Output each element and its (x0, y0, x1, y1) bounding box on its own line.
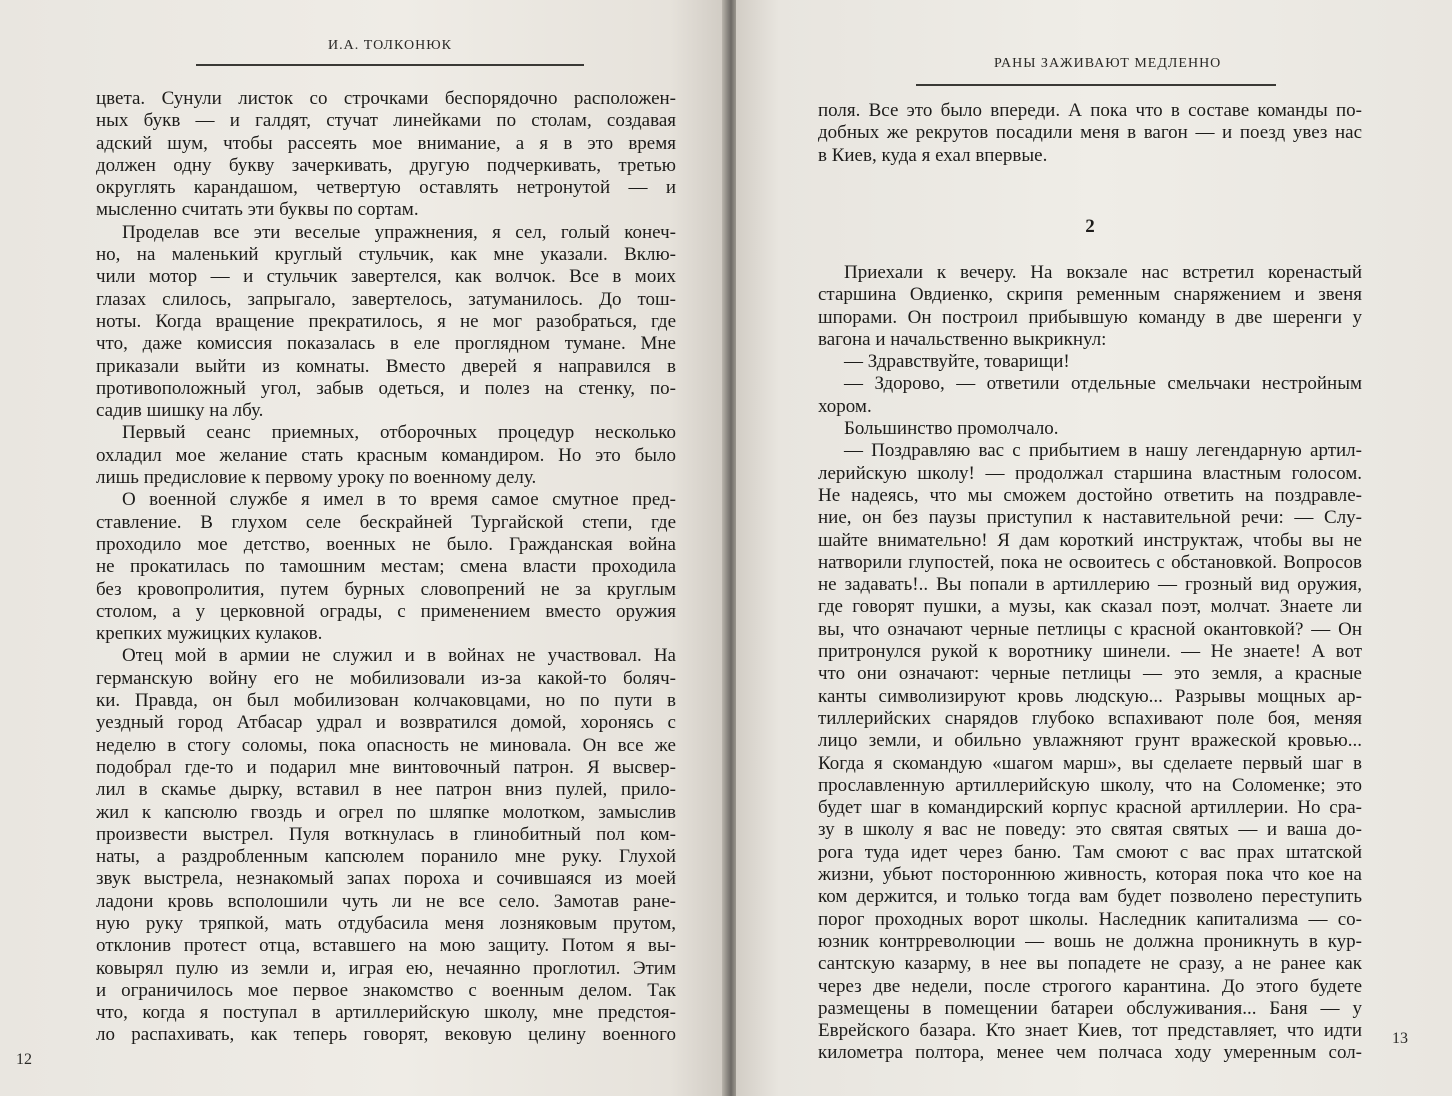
text-line: округлять карандашом, четвертую оставлять нетронутой — и (96, 177, 676, 199)
text-line: садив шишку на лбу. (96, 400, 264, 422)
right-page-text (818, 262, 1362, 1065)
text-line: чили мотор — и стульчик завертелся, как волчок. Все в моих (96, 266, 676, 288)
text-line: старшина Овдиенко, скрипя ременным снаряжением и звеня (818, 284, 1362, 306)
text-line: поля. Все это было впереди. А пока что в составе команды по- (818, 100, 1362, 121)
text-line: О военной службе я имел в то время самое смутное пред- (122, 489, 676, 511)
text-line: вы, что означают черные петлицы с красной окантовкой? — Он (818, 618, 1362, 640)
text-line: юзник контрреволюции — вошь не должна проникнуть в кур- (818, 930, 1362, 952)
text-line: хором. (818, 395, 872, 417)
text-line: неделю в стогу соломы, пока опасность не миновала. Он все же (96, 734, 676, 756)
right-page (736, 0, 1452, 1096)
text-line: что они означают: черные петлицы — это земля, а красные (818, 663, 1362, 685)
text-line: уездный город Атбасар удрал и возвратился домой, хоронясь с (96, 712, 676, 734)
text-line: — Здорово, — ответили отдельные смельчаки нестройным (844, 373, 1362, 395)
text-line: притронулся рукой к воротнику шинели. — Не знаете! А вот (818, 641, 1362, 663)
text-line: в Киев, куда я ехал впервые. (818, 144, 1048, 166)
text-line: крепких мужицких кулаков. (96, 623, 323, 645)
text-line: ковырял пулю из земли и, играя ею, нечаянно проглотил. Этим (96, 957, 676, 979)
text-line: прославленную артиллерийскую школу, что на Соломенке; это (818, 774, 1362, 796)
text-line: лицо земли, и обильно увлажняют грунт вражеской кровью... (818, 730, 1362, 752)
text-line: ки. Правда, он был мобилизован колчаковцами, но по пути в (96, 690, 676, 712)
text-line: Отец мой в армии не служил и в войнах не участвовал. На (122, 645, 676, 667)
text-line: канты символизируют кровь людскую... Разрывы мощных ар- (818, 685, 1362, 707)
text-line: шпорами. Он построил прибывшую команду в две шеренги у (818, 306, 1362, 328)
text-line: ноты. Когда вращение прекратилось, я не мог разобраться, где (96, 310, 676, 332)
text-line: произвести выстрел. Пуля воткнулась в глинобитный пол ком- (96, 823, 676, 845)
text-line: лишь предисловие к первому уроку по военному делу. (96, 467, 537, 489)
text-line: противоположный угол, забыв одеться, и полез на стенку, по- (96, 377, 676, 399)
right-running-head: РАНЫ ЗАЖИВАЮТ МЕДЛЕННО (994, 56, 1222, 71)
text-line: Когда я скомандую «шагом марш», вы сделаете первый шаг в (818, 752, 1362, 774)
text-line: размещены в помещении батареи обслуживания... Баня — у (818, 997, 1362, 1019)
text-line: проходило мое детство, военных не было. Гражданская война (96, 533, 676, 555)
text-line: Приехали к вечеру. На вокзале нас встретил коренастый (844, 262, 1362, 283)
left-page-number: 12 (16, 1051, 32, 1068)
text-line: — Поздравляю вас с прибытием в нашу легендарную артил- (844, 440, 1362, 462)
text-line: порог проходных ворот школы. Наследник капитализма — со- (818, 908, 1362, 930)
right-page-opening-text (818, 100, 1362, 167)
left-running-head: И.А. ТОЛКОНЮК (328, 38, 452, 53)
text-line: но, на маленький круглый стульчик, как мне указали. Вклю- (96, 244, 676, 266)
text-line: ставление. В глухом селе бескрайней Тургайской степи, где (96, 511, 676, 533)
text-line: что, даже комиссия показалась в еле проглядном тумане. Мне (96, 333, 676, 355)
text-line: через две недели, после строгого карантина. До этого будете (818, 975, 1362, 997)
text-line: германскую войну его не мобилизовали из-за какой-то боляч- (96, 667, 676, 689)
text-line: ных букв — и галдят, стучат линейками по столам, создавая (96, 110, 676, 132)
text-line: будет шаг в командирский корпус красной артиллерии. Но сра- (818, 797, 1362, 819)
text-line: добных же рекрутов посадили меня в вагон — и поезд увез нас (818, 122, 1362, 144)
text-line: — Здравствуйте, товарищи! (844, 351, 1070, 373)
text-line: ную руку тряпкой, мать отдубасила меня лозняковым прутом, (96, 912, 676, 934)
text-line: отклонив протест отца, вставшего на мою защиту. Потом я вы- (96, 935, 676, 957)
text-line: Еврейского базара. Кто знает Киев, тот представляет, что идти (818, 1020, 1362, 1042)
text-line: не задавать!.. Вы попали в артиллерию — грозный вид оружия, (818, 574, 1362, 596)
text-line: наты, а раздробленным капсюлем поранило мне руку. Глухой (96, 846, 676, 868)
text-line: вагона и начальственно выкрикнул: (818, 328, 1107, 350)
text-line: приказали выйти из комнаты. Вместо дверей я направился в (96, 355, 676, 377)
text-line: сантскую казарму, в нее вы попадете не сразу, а не ранее как (818, 953, 1362, 975)
chapter-number: 2 (1085, 216, 1095, 237)
text-line: мысленно считать эти буквы по сортам. (96, 199, 419, 221)
text-line: зу в школу я вас не поведу: это святая святых — и ваша до- (818, 819, 1362, 841)
text-line: Не надеясь, что мы сможем достойно ответить на поздравле- (818, 484, 1362, 506)
text-line: подобрал где-то и подарил мне винтовочный патрон. Я высвер- (96, 756, 676, 778)
text-line: без кровопролития, путем бурных словопрений не за круглым (96, 578, 676, 600)
text-line: звук выстрела, незнакомый запах пороха и сочившаяся из моей (96, 868, 676, 890)
text-line: рога туда идет через баню. Там смоют с вас прах штатской (818, 841, 1362, 863)
text-line: Проделав все эти веселые упражнения, я сел, голый конеч- (122, 221, 676, 243)
text-line: Большинство промолчало. (844, 418, 1059, 440)
text-line: ло распахивать, как теперь говорят, вековую целину военного (96, 1024, 676, 1046)
text-line: адский шум, чтобы рассеять мое внимание, а я в это время (96, 132, 676, 154)
text-line: должен одну букву зачеркивать, другую подчеркивать, третью (96, 154, 676, 176)
text-line: не прокатилась по тамошним местам; смена власти проходила (96, 556, 676, 578)
text-line: натворили глупостей, пока не освоитесь с обстановкой. Вопросов (818, 551, 1362, 573)
text-line: ние, он без паузы приступил к наставительной речи: — Слу- (818, 507, 1362, 529)
text-line: и ограничилось мое первое знакомство с военным делом. Так (96, 979, 676, 1001)
text-line: жил к капсюлю гвоздь и огрел по шляпке молотком, замыслив (96, 801, 676, 823)
right-header-rule (916, 84, 1276, 86)
text-line: ком держится, и только тогда вам будет позволено переступить (818, 886, 1362, 908)
right-page-number: 13 (1392, 1030, 1408, 1047)
left-header-rule (196, 64, 584, 66)
text-line: столом, а у церковной ограды, с применением вместо оружия (96, 600, 676, 622)
text-line: что, когда я поступал в артиллерийскую школу, мне предстоя- (96, 1002, 676, 1024)
text-line: лил в скамье дырку, вставил в нее патрон вниз пулей, прило- (96, 779, 676, 801)
text-line: ладони кровь всполошили чуть ли не все село. Замотав ране- (96, 890, 676, 912)
text-line: цвета. Сунули листок со строчками беспорядочно расположен- (96, 88, 676, 109)
text-line: тиллерийских снарядов глубоко вспахивают поле боя, меняя (818, 707, 1362, 729)
text-line: жизни, убьют постороннюю живность, которая пока что кое на (818, 864, 1362, 886)
text-line: Первый сеанс приемных, отборочных процедур несколько (122, 422, 676, 444)
chapter-heading (818, 216, 1362, 238)
text-line: лерийскую школу! — продолжал старшина властным голосом. (818, 462, 1362, 484)
text-line: глазах слилось, запрыгало, завертелось, затуманилось. До тош- (96, 288, 676, 310)
text-line: где говорят пушки, а музы, как сказал поэт, молчат. Знаете ли (818, 596, 1362, 618)
left-page-text (96, 88, 676, 1047)
text-line: охладил мое желание стать красным командиром. Но это было (96, 444, 676, 466)
text-line: километра полтора, менее чем полчаса ходу умеренным сол- (818, 1042, 1362, 1064)
text-line: шайте внимательно! Я дам короткий инструктаж, чтобы вы не (818, 529, 1362, 551)
